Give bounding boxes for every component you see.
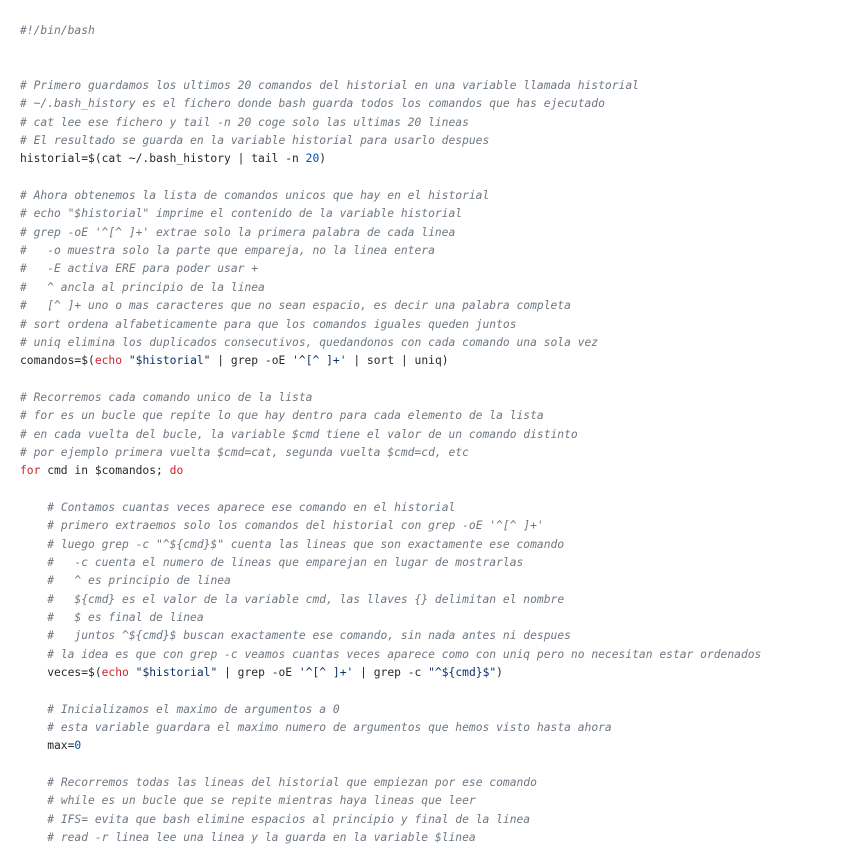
- code-keyword: echo: [101, 666, 129, 680]
- code-line: [20, 95, 761, 113]
- code-line: [20, 389, 761, 407]
- code-line: [20, 591, 761, 609]
- code-line: [20, 756, 761, 774]
- code-line: [20, 462, 761, 480]
- code-keyword: do: [169, 464, 184, 478]
- code-line: [20, 114, 761, 132]
- code-line: [20, 737, 761, 755]
- code-line: [20, 150, 761, 168]
- code-text: [20, 574, 47, 587]
- code-comment: # $ es final de linea: [47, 611, 204, 624]
- code-string: '^[^ ]+': [292, 354, 347, 368]
- code-text: [20, 501, 47, 514]
- code-comment: # El resultado se guarda en la variable historial para usarlo despues: [20, 134, 490, 148]
- code-block: [20, 22, 761, 847]
- code-number: 20: [305, 152, 320, 166]
- code-comment: # Recorremos cada comando unico de la lista: [20, 390, 313, 404]
- code-comment: # Recorremos todas las lineas del historial que empiezan por ese comando: [47, 776, 537, 790]
- code-comment: #!/bin/bash: [20, 24, 95, 37]
- code-comment: # primero extraemos solo los comandos del historial con grep -oE '^[^ ]+': [47, 519, 544, 533]
- code-line: [20, 682, 761, 700]
- code-comment: # Inicializamos el maximo de argumentos a 0: [47, 702, 340, 716]
- code-line: [20, 792, 761, 810]
- code-line: [20, 205, 761, 223]
- code-comment: # en cada vuelta del bucle, la variable $cmd tiene el valor de un comando distinto: [20, 427, 578, 441]
- code-line: [20, 77, 761, 95]
- code-line: [20, 829, 761, 847]
- code-text: comandos=$(: [20, 354, 95, 368]
- code-line: [20, 646, 761, 664]
- code-line: [20, 719, 761, 737]
- code-comment: # esta variable guardara el maximo numero de argumentos que hemos visto hasta ahora: [47, 721, 612, 735]
- code-line: [20, 481, 761, 499]
- code-line: [20, 774, 761, 792]
- code-text: | grep -oE: [210, 354, 293, 368]
- code-string: "$historial": [128, 354, 211, 368]
- code-comment: # sort ordena alfabeticamente para que los comandos iguales queden juntos: [20, 317, 517, 331]
- code-keyword: for: [20, 464, 41, 478]
- code-comment: # luego grep -c "^${cmd}$" cuenta las lineas que son exactamente ese comando: [47, 537, 565, 551]
- code-comment: # ^ es principio de linea: [47, 574, 231, 588]
- code-line: [20, 572, 761, 590]
- code-line: [20, 371, 761, 389]
- code-comment: # la idea es que con grep -c veamos cuantas veces aparece como con uniq pero no necesitan estar ordenados: [47, 647, 762, 661]
- code-comment: # read -r linea lee una linea y la guarda en la variable $linea: [47, 831, 476, 845]
- code-keyword: echo: [94, 354, 123, 368]
- code-text: [20, 776, 47, 789]
- code-text: [20, 593, 47, 606]
- code-comment: # ${cmd} es el valor de la variable cmd, las llaves {} delimitan el nombre: [47, 592, 565, 606]
- code-text: [20, 556, 47, 569]
- code-comment: # [^ ]+ uno o mas caracteres que no sean espacio, es decir una palabra completa: [20, 299, 571, 313]
- code-comment: # IFS= evita que bash elimine espacios al principio y final de la linea: [47, 812, 531, 826]
- code-comment: # juntos ^${cmd}$ buscan exactamente ese comando, sin nada antes ni despues: [47, 629, 571, 643]
- code-comment: # grep -oE '^[^ ]+' extrae solo la primera palabra de cada linea: [20, 225, 456, 239]
- code-line: [20, 609, 761, 627]
- code-text: [20, 703, 47, 716]
- code-text: | grep -oE: [217, 666, 299, 680]
- code-string: "$historial": [135, 666, 218, 680]
- code-line: [20, 242, 761, 260]
- code-string: "^${cmd}$": [428, 666, 497, 680]
- code-line: [20, 499, 761, 517]
- code-line: [20, 554, 761, 572]
- code-text: | grep -c: [353, 666, 429, 680]
- code-text: [20, 538, 47, 551]
- code-text: max=: [20, 739, 75, 753]
- code-line: [20, 279, 761, 297]
- code-number: 0: [74, 739, 82, 753]
- code-comment: # -E activa ERE para poder usar +: [20, 262, 259, 276]
- code-comment: # Primero guardamos los ultimos 20 comandos del historial en una variable llamada historial: [20, 79, 639, 93]
- code-line: [20, 260, 761, 278]
- code-comment: # -c cuenta el numero de lineas que emparejan en lugar de mostrarlas: [47, 555, 524, 569]
- code-text: [20, 831, 47, 844]
- code-line: [20, 316, 761, 334]
- code-text: ): [496, 666, 503, 680]
- code-line: [20, 352, 761, 370]
- code-comment: # Ahora obtenemos la lista de comandos unicos que hay en el historial: [20, 189, 490, 203]
- code-text: veces=$(: [20, 666, 102, 680]
- code-comment: # echo "$historial" imprime el contenido de la variable historial: [20, 207, 463, 221]
- code-text: [20, 794, 47, 807]
- code-line: [20, 811, 761, 829]
- code-line: [20, 627, 761, 645]
- code-line: [20, 59, 761, 77]
- code-comment: # por ejemplo primera vuelta $cmd=cat, segunda vuelta $cmd=cd, etc: [20, 445, 469, 459]
- code-line: [20, 40, 761, 58]
- code-text: [20, 611, 47, 624]
- code-comment: # for es un bucle que repite lo que hay dentro para cada elemento de la lista: [20, 409, 544, 423]
- code-line: [20, 517, 761, 535]
- code-line: [20, 187, 761, 205]
- code-text: [129, 666, 136, 679]
- code-text: historial=$(cat ~/.bash_history | tail -n: [20, 152, 306, 166]
- code-string: '^[^ ]+': [298, 666, 354, 680]
- code-line: [20, 664, 761, 682]
- code-line: [20, 224, 761, 242]
- code-line: [20, 407, 761, 425]
- code-text: [20, 813, 47, 826]
- code-text: [20, 721, 47, 734]
- code-line: [20, 426, 761, 444]
- code-text: [20, 629, 47, 642]
- code-text: | sort | uniq): [346, 354, 449, 368]
- code-comment: # cat lee ese fichero y tail -n 20 coge solo las ultimas 20 lineas: [20, 115, 469, 129]
- code-line: [20, 132, 761, 150]
- code-comment: # ~/.bash_history es el fichero donde bash guarda todos los comandos que has ejecutado: [20, 97, 605, 111]
- code-line: [20, 334, 761, 352]
- code-comment: # Contamos cuantas veces aparece ese comando en el historial: [47, 500, 456, 514]
- code-comment: # -o muestra solo la parte que empareja, no la linea entera: [20, 244, 435, 258]
- code-line: [20, 536, 761, 554]
- code-text: [20, 648, 47, 661]
- code-line: [20, 701, 761, 719]
- code-line: [20, 297, 761, 315]
- code-comment: # while es un bucle que se repite mientras haya lineas que leer: [47, 794, 476, 808]
- code-line: [20, 444, 761, 462]
- code-line: [20, 169, 761, 187]
- code-line: [20, 22, 761, 40]
- code-comment: # ^ ancla al principio de la linea: [20, 280, 265, 294]
- code-text: ): [319, 152, 327, 166]
- code-text: [122, 354, 129, 367]
- code-text: cmd in $comandos;: [40, 464, 170, 478]
- code-text: [20, 519, 47, 532]
- code-comment: # uniq elimina los duplicados consecutivos, quedandonos con cada comando una sola vez: [20, 335, 599, 349]
